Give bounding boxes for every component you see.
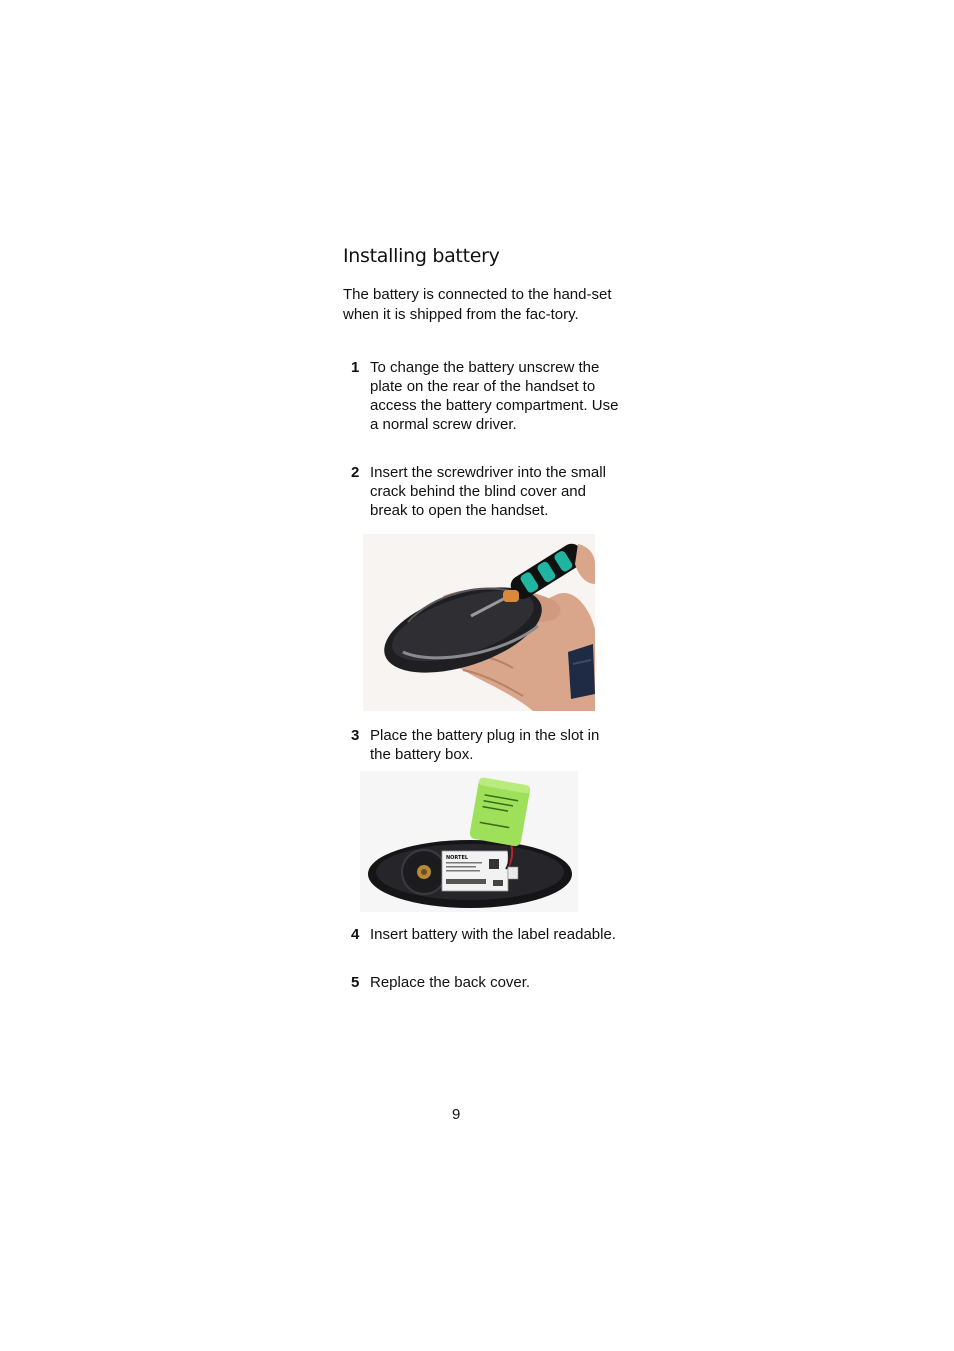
intro-paragraph: The battery is connected to the hand-set when it is shipped from the fac-tory. [343, 286, 612, 323]
page-number: 9 [452, 1106, 461, 1123]
battery-label-brand: NORTEL [446, 855, 469, 861]
step-text: To change the battery unscrew the plate on the rear of the handset to access the battery compartment. Use a normal screw driver. [370, 359, 619, 433]
step-number: 4 [351, 926, 360, 943]
step-1 [351, 358, 621, 434]
step-number: 5 [351, 974, 360, 991]
step-number: 1 [351, 359, 360, 376]
step-4 [351, 925, 621, 944]
battery-box-photo [360, 771, 578, 912]
step-2 [351, 463, 621, 520]
handset-screwdriver-photo [363, 534, 595, 711]
page-title: Installing battery [343, 245, 500, 267]
step-3 [351, 726, 621, 764]
step-text: Replace the back cover. [370, 974, 531, 991]
step-text: Place the battery plug in the slot in the battery box. [370, 727, 600, 763]
step-number: 3 [351, 727, 360, 744]
step-5 [351, 973, 621, 992]
step-text: Insert the screwdriver into the small crack behind the blind cover and break to open the handset. [370, 464, 606, 519]
step-number: 2 [351, 464, 360, 481]
step-text: Insert battery with the label readable. [370, 926, 616, 943]
